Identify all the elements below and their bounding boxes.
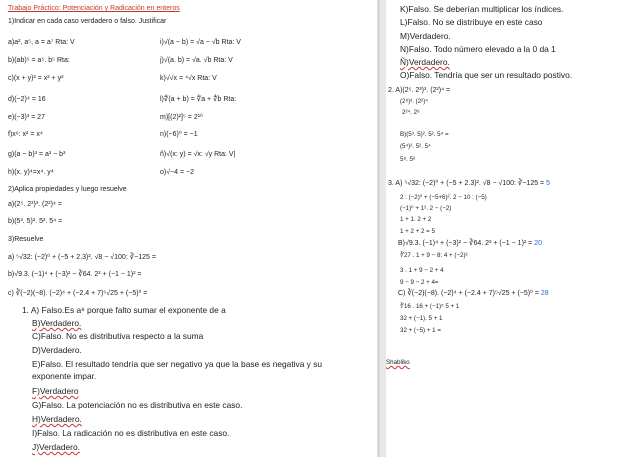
item-n: n)(−6)⁰ = −1 bbox=[160, 131, 198, 138]
q2b-head: B)(5³. 5)². 5². 5⁴ = bbox=[400, 131, 449, 138]
section-1-heading: 1)Indicar en cada caso verdadero o falso. Justificar bbox=[8, 18, 167, 25]
answer-n: N)Falso. Todo número elevado a la 0 da 1 bbox=[400, 44, 556, 54]
q3b-step-3: 9 − 9 − 2 + 4= bbox=[400, 279, 439, 286]
prop-a: a)(2⁵. 2³)³. (2²)⁴ = bbox=[8, 201, 62, 208]
answer-h: H)Verdadero. bbox=[32, 414, 82, 424]
q3c-step-2: 32 + (−1). 5 + 1 bbox=[400, 315, 443, 322]
q3b-result: 20 bbox=[534, 240, 543, 247]
section-2-heading: 2)Aplica propiedades y luego resuelve bbox=[8, 186, 127, 193]
item-k: k)√√x = ⁴√x Rta: V bbox=[160, 75, 217, 82]
q3c-result: 28 bbox=[540, 290, 549, 297]
q3a-step-2: (−1)⁰ + 1². 2 − (−2) bbox=[400, 205, 452, 212]
q2-head: 2. A)(2⁵. 2³)³. (2²)⁴ = bbox=[388, 87, 451, 94]
q3c-step-3: 32 + (−5) + 1 = bbox=[400, 327, 441, 334]
answer-b: B)Verdadero. bbox=[32, 318, 82, 328]
resolve-b: b)√9.3. (−1)⁴ + (−3)² − ∛64. 2² + (−1 − 1)² = bbox=[8, 271, 142, 278]
q3b-head: B)√9.3. (−1)⁴ + (−3)² − ∛64. 2² + (−1 − 1)² = 20 bbox=[398, 240, 543, 247]
item-c: c)(x + y)² = x² + y² bbox=[8, 75, 64, 82]
answer-e-cont: exponente impar. bbox=[32, 371, 97, 381]
section-3-heading: 3)Resuelve bbox=[8, 236, 44, 243]
answer-c: C)Falso. No es distributiva respecto a la suma bbox=[32, 331, 204, 341]
answer-e: E)Falso. El resultado tendría que ser negativo ya que la base es negativa y su bbox=[32, 359, 323, 369]
item-l: l)∜(a + b) = ∜a + ∜b Rta: bbox=[160, 96, 237, 103]
item-f: f)x⁶: x² = x⁴ bbox=[8, 131, 43, 138]
item-b: b)(ab)⁵ = a⁵. b⁵ Rta: bbox=[8, 57, 70, 64]
item-o: o)√−4 = −2 bbox=[160, 169, 195, 176]
item-m: m)[(2)²]⁵ = 2¹⁰ bbox=[160, 114, 203, 121]
q3b-step-1: ∛27 . 1 + 9 − 8: 4 + (−2)² bbox=[400, 252, 468, 259]
item-a: a)a², a⁵, a = a⁷ Rta: V bbox=[8, 39, 75, 46]
document-page-2 bbox=[386, 0, 640, 457]
answer-l: L)Falso. No se distribuye en este caso bbox=[400, 17, 543, 27]
q3a-step-4: 1 + 2 + 2 = 5 bbox=[400, 228, 435, 235]
q2a-step-2: 2²⁴. 2⁸ bbox=[402, 109, 420, 116]
item-enie: ñ)√(x: y) = √x: √y Rta: V| bbox=[160, 151, 236, 158]
q3c-step-1: ∛16 . 16 + (−1)⁵ 5 + 1 bbox=[400, 303, 460, 310]
q3b-step-2: 3 . 1 + 9 − 2 + 4 bbox=[400, 267, 444, 274]
q3a-step-1: 2 : (−2)⁰ + (−5+6)². 2 − 10 : (−5) bbox=[400, 194, 487, 201]
resolve-c: c) ∛(−2)(−8). (−2)⁴ + (−2.4 + 7)⁵√25 + (−5)⁰ = bbox=[8, 290, 148, 297]
q3a-result: 5 bbox=[546, 180, 551, 187]
resolve-a: a) ⁵√32: (−2)⁰ + (−5 + 2.3)². √8 − √100: ∛−125 = bbox=[8, 254, 156, 261]
q3a-head: 3. A) ⁵√32: (−2)⁰ + (−5 + 2.3)². √8 − √100: ∛−125 = 5 bbox=[388, 180, 551, 187]
answer-k: K)Falso. Se deberían multiplicar los índices. bbox=[400, 4, 564, 14]
page-title: Trabajo Práctico: Potenciación y Radicación en enteros bbox=[8, 5, 180, 12]
q2a-step-1: (2⁸)³. (2²)⁴ bbox=[400, 98, 428, 105]
signature: Shabliko bbox=[386, 359, 410, 366]
q2b-step-1: (5⁴)². 5². 5⁴ bbox=[400, 143, 431, 150]
q3a-step-3: 1 + 1. 2 + 2 bbox=[400, 216, 432, 223]
answer-f: F)Verdadero bbox=[32, 386, 79, 396]
answer-j: J)Verdadero. bbox=[32, 442, 80, 452]
answer-enie: Ñ)Verdadero. bbox=[400, 57, 450, 67]
item-h: h)(x. y)⁴=x⁴. y⁴ bbox=[8, 169, 54, 176]
q2b-step-2: 5⁸. 5⁶ bbox=[400, 156, 416, 163]
item-e: e)(−3)³ = 27 bbox=[8, 114, 45, 121]
answer-a: 1. A) Falso.Es a⁸ porque falto sumar el exponente de a bbox=[22, 305, 226, 315]
item-i: i)√(a − b) = √a − √b Rta: V bbox=[160, 39, 241, 46]
answer-d: D)Verdadero. bbox=[32, 345, 82, 355]
item-g: g)(a − b)³ = a³ − b³ bbox=[8, 151, 66, 158]
item-d: d)(−2)⁴ = 16 bbox=[8, 96, 46, 103]
q3c-head: C) ∛(−2)(−8). (−2)⁴ + (−2.4 + 7)⁵√25 + (−5)⁰ = 28 bbox=[398, 290, 549, 297]
answer-i: I)Falso. La radicación no es distributiva en este caso. bbox=[32, 428, 230, 438]
page-scrollbar[interactable] bbox=[377, 0, 380, 457]
item-j: j)√(a. b) = √a. √b Rta: V bbox=[160, 57, 233, 64]
answer-o: O)Falso. Tendría que ser un resultado postivo. bbox=[400, 70, 573, 80]
prop-b: b)(5³. 5)². 5². 5⁴ = bbox=[8, 218, 63, 225]
answer-m: M)Verdadero. bbox=[400, 31, 451, 41]
answer-g: G)Falso. La potenciación no es distributiva en este caso. bbox=[32, 400, 243, 410]
